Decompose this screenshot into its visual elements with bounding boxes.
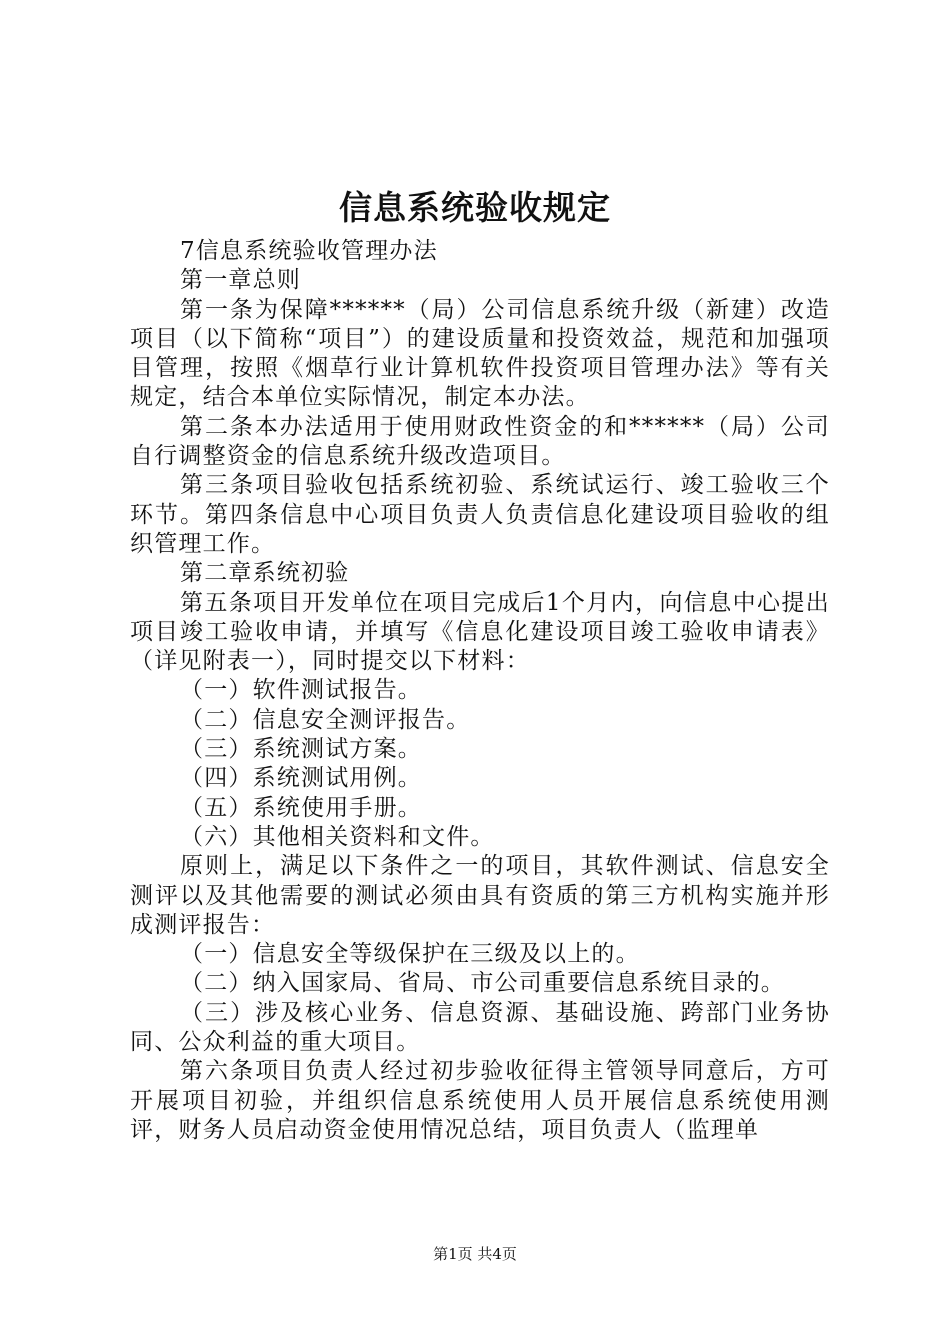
list-item: （五）系统使用手册。 xyxy=(180,794,422,821)
list-item: （四）系统测试用例。 xyxy=(180,765,422,792)
list-item: （三）涉及核心业务、信息资源、基础设施、跨部门业务协同、公众利益的重大项目。 xyxy=(130,999,830,1056)
chapter-heading: 第一章总则 xyxy=(180,267,301,294)
paragraph: 第二条本办法适用于使用财政性资金的和******（局）公司自行调整资金的信息系统升级改造项目。 xyxy=(130,413,830,470)
list-item: （二）信息安全测评报告。 xyxy=(180,706,471,733)
paragraph: 原则上，满足以下条件之一的项目，其软件测试、信息安全测评以及其他需要的测试必须由具有资质的第三方机构实施并形成测评报告： xyxy=(130,853,830,938)
list-item: （一）信息安全等级保护在三级及以上的。 xyxy=(180,941,640,968)
paragraph: 第五条项目开发单位在项目完成后1个月内，向信息中心提出项目竣工验收申请，并填写《信息化建设项目竣工验收申请表》（详见附表一），同时提交以下材料： xyxy=(130,589,830,675)
paragraph: 第六条项目负责人经过初步验收征得主管领导同意后，方可开展项目初验，并组织信息系统使用人员开展信息系统使用测评，财务人员启动资金使用情况总结，项目负责人（监理单 xyxy=(130,1058,830,1143)
paragraph: 7信息系统验收管理办法 xyxy=(180,238,438,264)
list-item: （一）软件测试报告。 xyxy=(180,677,422,704)
chapter-heading: 第二章系统初验 xyxy=(180,560,350,587)
document-title: 信息系统验收规定 xyxy=(339,188,611,227)
paragraph: 第三条项目验收包括系统初验、系统试运行、竣工验收三个环节。第四条信息中心项目负责人负责信息化建设项目验收的组织管理工作。 xyxy=(130,472,830,557)
list-item: （六）其他相关资料和文件。 xyxy=(180,823,495,850)
page-footer: 第1页 共4页 xyxy=(433,1245,517,1263)
paragraph: 第一条为保障******（局）公司信息系统升级（新建）改造项目（以下简称“项目”）的建设质量和投资效益，规范和加强项目管理，按照《烟草行业计算机软件投资项目管理办法》等有关规定，结合本单位实际情况，制定本办法。 xyxy=(130,296,830,411)
list-item: （二）纳入国家局、省局、市公司重要信息系统目录的。 xyxy=(180,970,785,997)
list-item: （三）系统测试方案。 xyxy=(180,736,422,763)
document-body xyxy=(130,237,830,1145)
